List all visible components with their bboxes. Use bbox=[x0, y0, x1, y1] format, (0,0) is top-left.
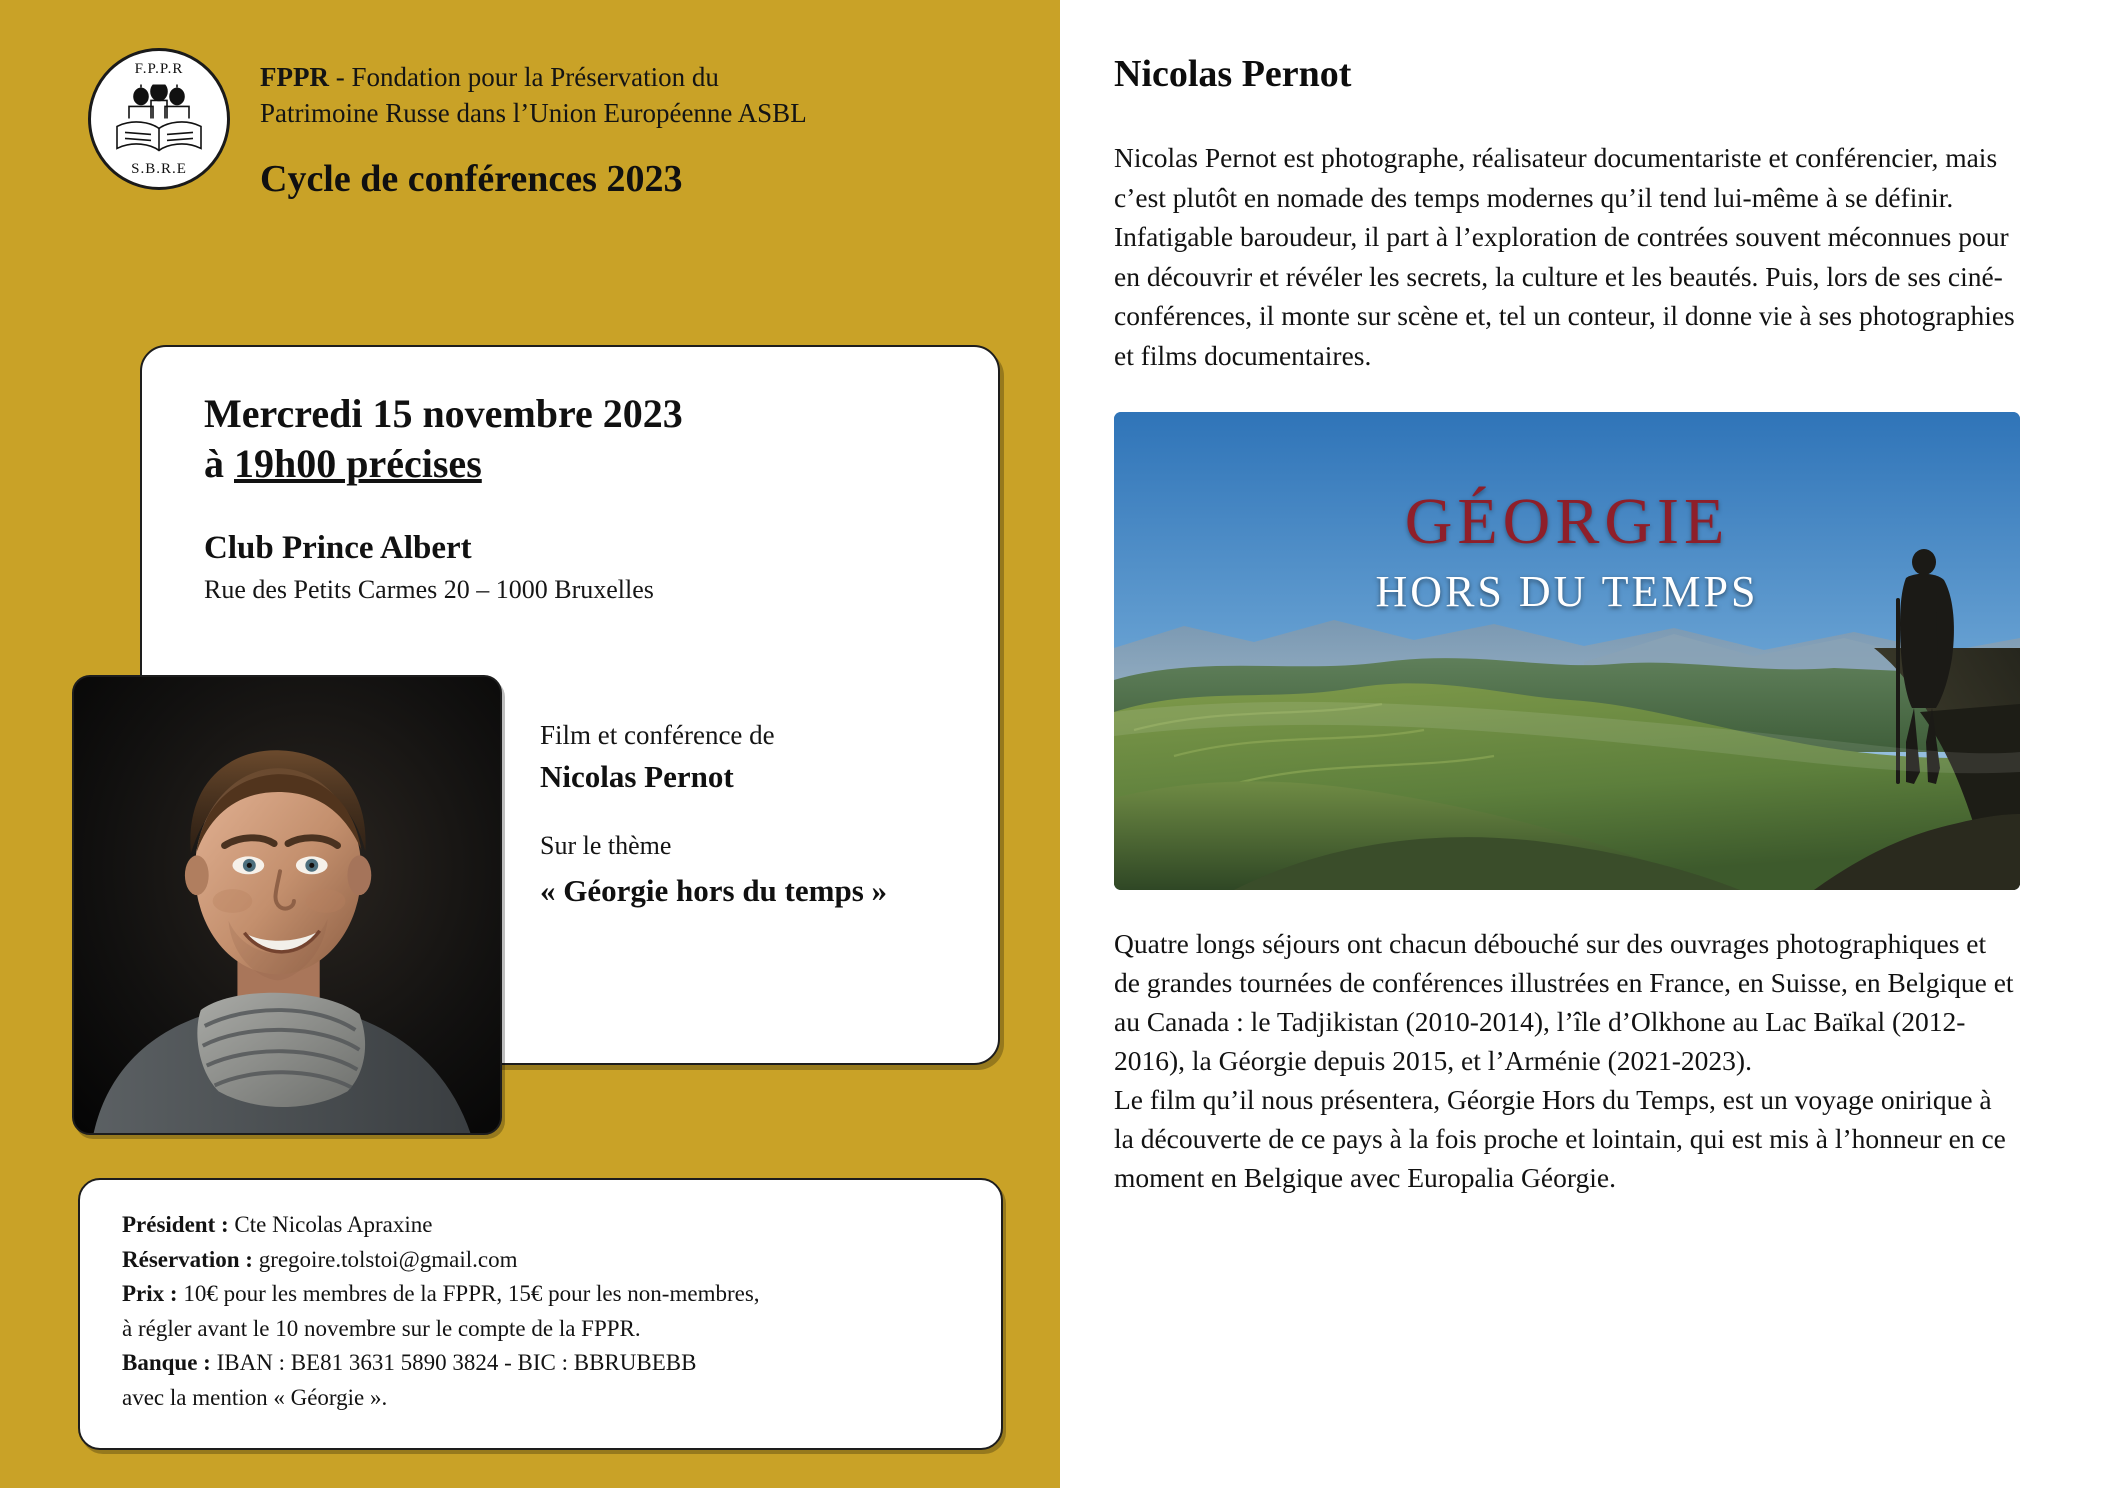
film-intro-label: Film et conférence de bbox=[540, 720, 775, 750]
film-still bbox=[1114, 412, 2020, 890]
event-time-prefix: à bbox=[204, 440, 234, 486]
organisation-name-block bbox=[260, 48, 807, 201]
info-value-president: Cte Nicolas Apraxine bbox=[228, 1212, 433, 1237]
organisation-name-line2: Patrimoine Russe dans l’Union Européenne ASBL bbox=[260, 97, 807, 128]
info-row bbox=[122, 1243, 967, 1278]
logo-bottom-text: S.B.R.E bbox=[131, 161, 187, 177]
info-value-price-deadline: à régler avant le 10 novembre sur le compte de la FPPR. bbox=[122, 1315, 641, 1341]
event-date-line1: Mercredi 15 novembre 2023 bbox=[204, 391, 683, 436]
practical-info-card bbox=[78, 1178, 1003, 1450]
theme-label: Sur le thème bbox=[540, 831, 672, 860]
speaker-portrait bbox=[72, 675, 502, 1135]
speaker-biography: Nicolas Pernot est photographe, réalisateur documentariste et conférencier, mais c’est plutôt en nomade des temps modernes qu’il tend lui-même à se définir. Infatigable baroudeur, il part à l’exploration de contrées souvent méconnues pour en découvrir et révéler les secrets, la culture et les beautés. Puis, lors de ses ciné-conférences, il monte sur scène et, tel un conteur, il donne vie à ses photographies et films documentaires. bbox=[1114, 142, 2015, 371]
fppr-logo bbox=[88, 48, 230, 190]
info-row bbox=[122, 1277, 967, 1312]
info-label-bank: Banque : bbox=[122, 1350, 211, 1375]
info-label-reservation: Réservation : bbox=[122, 1246, 253, 1272]
info-row bbox=[122, 1381, 967, 1416]
info-label-price: Prix : bbox=[122, 1281, 178, 1306]
film-still-image bbox=[1114, 412, 2020, 890]
organisation-name-line1 bbox=[260, 60, 807, 96]
film-title-main: GÉORGIE bbox=[1404, 484, 1730, 558]
organisation-name-rest: - Fondation pour la Préservation du bbox=[328, 62, 719, 92]
info-row bbox=[122, 1346, 967, 1381]
info-row bbox=[122, 1312, 967, 1347]
info-label-president: Président : bbox=[122, 1212, 229, 1237]
portrait-image bbox=[74, 677, 500, 1133]
film-title-sub: HORS DU TEMPS bbox=[1375, 566, 1759, 616]
speaker-heading: Nicolas Pernot bbox=[1114, 53, 1352, 95]
event-time-line bbox=[204, 439, 950, 489]
right-panel bbox=[1060, 0, 2105, 1488]
organisation-header bbox=[88, 48, 988, 201]
logo-top-text: F.P.P.R bbox=[134, 61, 184, 77]
venue-address: Rue des Petits Carmes 20 – 1000 Bruxelles bbox=[204, 575, 654, 605]
info-value-price: 10€ pour les membres de la FPPR, 15€ pour les non-membres, bbox=[177, 1281, 760, 1306]
info-value-reservation-email[interactable]: gregoire.tolstoi@gmail.com bbox=[252, 1246, 518, 1272]
venue-name: Club Prince Albert bbox=[204, 530, 472, 567]
info-value-bank: IBAN : BE81 3631 5890 3824 - BIC : BBRUBEBB bbox=[210, 1350, 697, 1375]
church-book-icon bbox=[111, 84, 207, 156]
film-description-paragraph-2: Le film qu’il nous présentera, Géorgie Hors du Temps, est un voyage onirique à la découverte de ce pays à la fois proche et lointain, qui est mis à l’honneur en ce moment en Belgique avec Europalia Géorgie. bbox=[1114, 1083, 2006, 1193]
speaker-name: Nicolas Pernot bbox=[540, 759, 734, 794]
info-row bbox=[122, 1208, 967, 1243]
organisation-abbrev: FPPR bbox=[260, 62, 329, 92]
cycle-title: Cycle de conférences 2023 bbox=[260, 158, 683, 201]
event-date bbox=[204, 389, 950, 488]
film-details bbox=[540, 720, 960, 912]
film-description-paragraph-1: Quatre longs séjours ont chacun débouché sur des ouvrages photographiques et de grandes tournées de conférences illustrées en France, en Suisse, en Belgique et au Canada : le Tadjikistan (2010-2014), l’île d’Olkhone au Lac Baïkal (2012-2016), la Géorgie depuis 2015, et l’Arménie (2021-2023). bbox=[1114, 927, 2014, 1076]
event-time: 19h00 précises bbox=[234, 440, 482, 486]
info-value-bank-reference: avec la mention « Géorgie ». bbox=[122, 1384, 388, 1410]
theme-title: « Géorgie hors du temps » bbox=[540, 873, 888, 908]
film-description bbox=[1114, 924, 2017, 1197]
